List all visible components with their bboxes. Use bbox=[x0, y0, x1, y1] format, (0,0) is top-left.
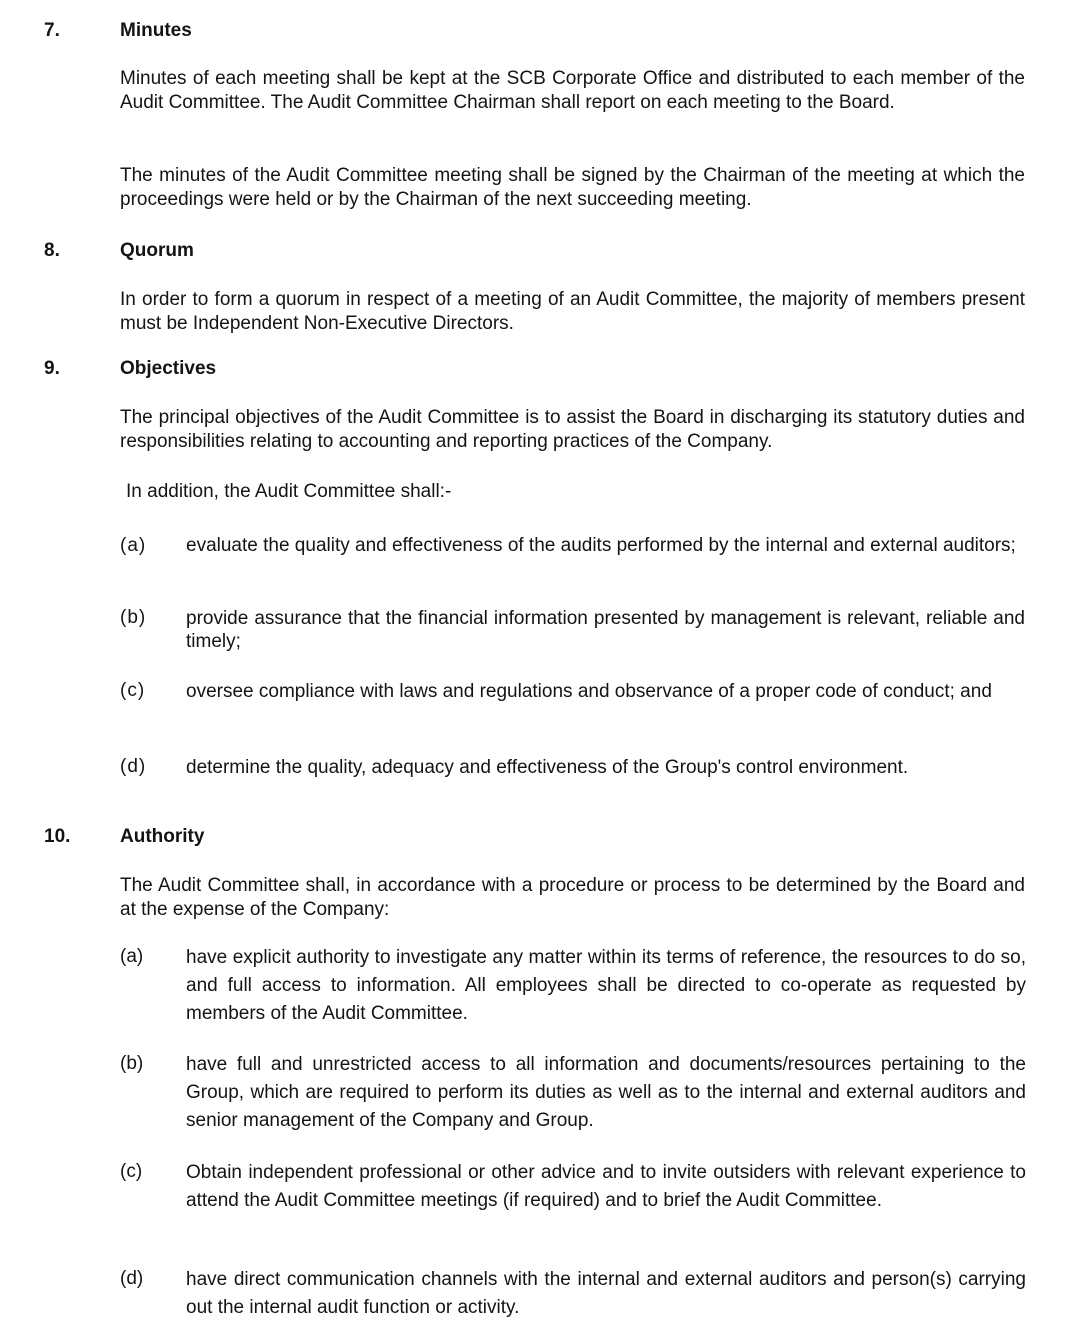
section-heading-minutes: Minutes bbox=[120, 20, 192, 41]
list-item-text: have direct communication channels with the internal and external auditors and person(s) carrying out the internal audit function or activity. bbox=[186, 1269, 1026, 1318]
list-item-text: determine the quality, adequacy and effectiveness of the Group's control environment. bbox=[186, 757, 909, 778]
section-heading-authority: Authority bbox=[120, 826, 205, 847]
list-item-label: (c) bbox=[120, 1161, 143, 1182]
section-number: 8. bbox=[44, 240, 60, 261]
section-number: 9. bbox=[44, 358, 60, 379]
list-item-text: Obtain independent professional or other advice and to invite outsiders with relevant experience to attend the Audit Committee meetings (if required) and to brief the Audit Committee. bbox=[186, 1162, 1026, 1211]
list-item-label: (a) bbox=[120, 946, 144, 967]
section-heading-quorum: Quorum bbox=[120, 240, 194, 261]
list-item-text: oversee compliance with laws and regulations and observance of a proper code of conduct; and bbox=[186, 681, 992, 702]
minutes-paragraph-1: Minutes of each meeting shall be kept at the SCB Corporate Office and distributed to each member of the Audit Committee. The Audit Committee Chairman shall report on each meeting to the Board. bbox=[120, 68, 1025, 113]
list-item-label: (c) bbox=[120, 680, 146, 701]
authority-paragraph: The Audit Committee shall, in accordance with a procedure or process to be determined by the Board and at the expense of the Company: bbox=[120, 875, 1025, 920]
list-item-label: (b) bbox=[120, 1053, 144, 1074]
list-item-text: have full and unrestricted access to all information and documents/resources pertaining to the Group, which are required to perform its duties as well as to the internal and external auditors and senior management of the Company and Group. bbox=[186, 1054, 1026, 1131]
list-item-label: (d) bbox=[120, 756, 147, 777]
section-number: 10. bbox=[44, 826, 71, 847]
section-number: 7. bbox=[44, 20, 60, 41]
list-item-text: evaluate the quality and effectiveness of the audits performed by the internal and external auditors; bbox=[186, 535, 1016, 556]
list-item-text: provide assurance that the financial information presented by management is relevant, reliable and timely; bbox=[186, 608, 1025, 652]
list-item-label: (b) bbox=[120, 607, 147, 628]
minutes-paragraph-2: The minutes of the Audit Committee meeting shall be signed by the Chairman of the meeting at which the proceedings were held or by the Chairman of the next succeeding meeting. bbox=[120, 165, 1025, 210]
objectives-intro: In addition, the Audit Committee shall:- bbox=[126, 481, 452, 502]
list-item-label: (a) bbox=[120, 535, 147, 556]
list-item-label: (d) bbox=[120, 1268, 144, 1289]
list-item-text: have explicit authority to investigate any matter within its terms of reference, the resources to do so, and full access to information. All employees shall be directed to co-operate as requested by members of the Audit Committee. bbox=[186, 947, 1026, 1024]
section-heading-objectives: Objectives bbox=[120, 358, 217, 379]
quorum-paragraph: In order to form a quorum in respect of a meeting of an Audit Committee, the majority of members present must be Independent Non-Executive Directors. bbox=[120, 289, 1025, 334]
objectives-paragraph: The principal objectives of the Audit Committee is to assist the Board in discharging its statutory duties and responsibilities relating to accounting and reporting practices of the Company. bbox=[120, 407, 1025, 452]
